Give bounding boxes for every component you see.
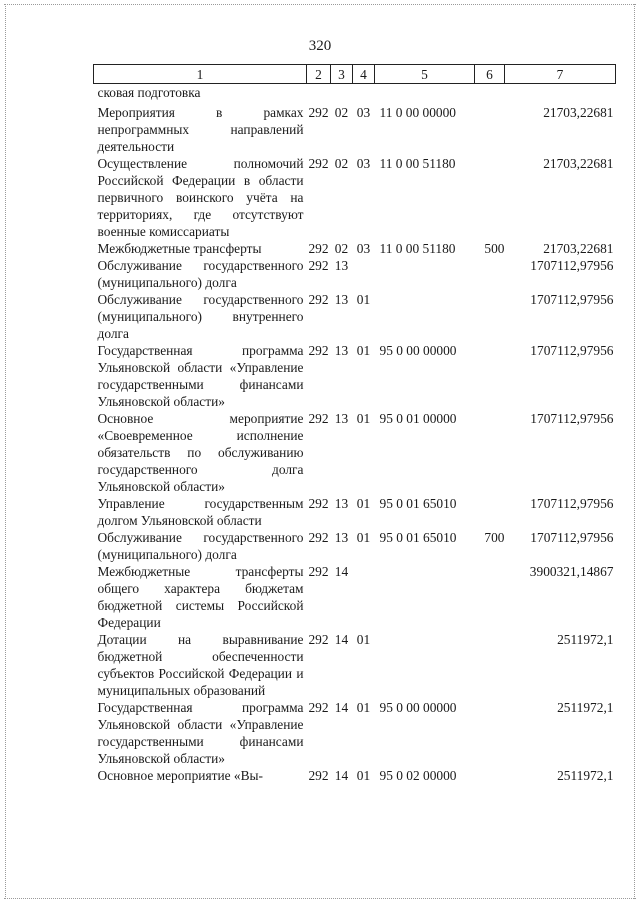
row-name: Дотации на выравнивание бюджетной обеспеченности субъектов Российской Федерации и муниципальных образований — [97, 632, 304, 698]
row-code-3 — [331, 84, 353, 102]
page-border-right — [634, 4, 635, 899]
table-row — [94, 563, 616, 631]
row-code-4: 01 — [356, 700, 371, 715]
table-row — [94, 257, 616, 291]
table-row — [94, 291, 616, 342]
row-code-6: 700 — [484, 530, 505, 545]
row-name: сковая подготовка — [97, 85, 201, 100]
row-name: Межбюджетные трансферты общего характера бюджетам бюджетной системы Российской Федерации — [97, 564, 304, 630]
table-row — [94, 104, 616, 155]
row-code-5: 11 0 00 00000 — [379, 105, 456, 120]
row-code-5: 95 0 00 00000 — [379, 343, 457, 358]
row-code-3: 13 — [334, 258, 349, 273]
row-amount: 1707112,97956 — [530, 411, 614, 426]
row-amount — [505, 84, 616, 102]
row-code-2: 292 — [308, 564, 329, 579]
row-name: Обслуживание государственного (муниципального) внутреннего долга — [97, 292, 304, 341]
row-code-6 — [475, 631, 505, 699]
row-code-3: 13 — [334, 496, 349, 511]
row-code-3: 13 — [334, 343, 349, 358]
row-code-2: 292 — [308, 496, 329, 511]
row-code-5 — [375, 291, 475, 342]
row-code-6 — [475, 699, 505, 767]
table-row — [94, 699, 616, 767]
row-name: Основное мероприятие «Своевременное исполнение обязательств по обслуживанию государственного долга Ульяновской области» — [97, 411, 304, 494]
table-row — [94, 495, 616, 529]
row-name: Обслуживание государственного (муниципального) долга — [97, 530, 304, 562]
row-code-2: 292 — [308, 530, 329, 545]
row-code-6 — [475, 104, 505, 155]
page-number: 320 — [308, 38, 332, 54]
row-code-4: 03 — [356, 156, 371, 171]
row-code-3: 14 — [334, 700, 349, 715]
row-name: Мероприятия в рамках непрограммных направлений деятельности — [97, 105, 304, 154]
table-row — [94, 84, 616, 102]
row-amount: 2511972,1 — [557, 700, 614, 715]
table-row — [94, 631, 616, 699]
row-code-5: 95 0 00 00000 — [379, 700, 457, 715]
budget-table — [93, 64, 616, 784]
row-code-6 — [475, 84, 505, 102]
row-code-2: 292 — [308, 768, 329, 783]
column-header-2: 2 — [307, 65, 331, 84]
row-code-4: 01 — [356, 632, 371, 647]
row-code-4: 01 — [356, 292, 371, 307]
page-border-bottom — [4, 898, 636, 899]
row-code-5: 95 0 01 00000 — [379, 411, 457, 426]
row-amount: 1707112,97956 — [530, 496, 614, 511]
row-code-2 — [307, 84, 331, 102]
row-amount: 3900321,14867 — [529, 564, 614, 579]
row-amount: 21703,22681 — [543, 241, 614, 256]
row-amount: 1707112,97956 — [530, 530, 614, 545]
column-header-1: 1 — [94, 65, 307, 84]
row-code-4 — [353, 84, 375, 102]
row-code-2: 292 — [308, 700, 329, 715]
row-code-4 — [353, 563, 375, 631]
row-code-5: 11 0 00 51180 — [379, 156, 456, 171]
row-code-5: 11 0 00 51180 — [379, 241, 456, 256]
table-row — [94, 240, 616, 257]
row-code-6 — [475, 563, 505, 631]
row-code-6 — [475, 342, 505, 410]
column-header-3: 3 — [331, 65, 353, 84]
table-header-row — [94, 65, 616, 84]
row-name: Основное мероприятие «Вы- — [97, 768, 263, 783]
row-code-3: 02 — [334, 156, 349, 171]
row-code-5: 95 0 01 65010 — [379, 496, 457, 511]
row-name: Осуществление полномочий Российской Федерации в области первичного воинского учёта на территориях, где отсутствуют военные комиссариаты — [97, 156, 304, 239]
row-code-3: 14 — [334, 632, 349, 647]
row-name: Управление государственным долгом Ульяновской области — [97, 496, 304, 528]
row-code-4 — [353, 257, 375, 291]
row-code-4: 01 — [356, 530, 371, 545]
row-code-6 — [475, 291, 505, 342]
row-code-4: 01 — [356, 411, 371, 426]
row-code-5 — [375, 257, 475, 291]
column-header-6: 6 — [475, 65, 505, 84]
row-code-6 — [475, 495, 505, 529]
row-code-4: 01 — [356, 496, 371, 511]
row-code-3: 14 — [334, 564, 349, 579]
table-row — [94, 529, 616, 563]
row-code-2: 292 — [308, 241, 329, 256]
row-code-2: 292 — [308, 258, 329, 273]
row-amount: 1707112,97956 — [530, 343, 614, 358]
row-code-3: 14 — [334, 768, 349, 783]
row-amount: 1707112,97956 — [530, 258, 614, 273]
row-code-2: 292 — [308, 632, 329, 647]
row-code-4: 03 — [356, 105, 371, 120]
row-amount: 2511972,1 — [557, 632, 614, 647]
row-amount: 21703,22681 — [543, 156, 614, 171]
row-code-5 — [375, 631, 475, 699]
row-code-4: 03 — [356, 241, 371, 256]
column-header-4: 4 — [353, 65, 375, 84]
row-name: Обслуживание государственного (муниципального) долга — [97, 258, 304, 290]
row-code-5 — [375, 563, 475, 631]
row-code-4: 01 — [356, 768, 371, 783]
row-code-6: 500 — [484, 241, 505, 256]
row-name: Государственная программа Ульяновской области «Управление государственными финансами Ульяновской области» — [97, 343, 304, 409]
row-code-6 — [475, 767, 505, 784]
row-code-6 — [475, 410, 505, 495]
row-code-6 — [475, 155, 505, 240]
row-code-3: 13 — [334, 292, 349, 307]
table-row — [94, 155, 616, 240]
row-code-5 — [375, 84, 475, 102]
page-border-left — [5, 4, 6, 899]
table-row — [94, 410, 616, 495]
page-border-top — [4, 4, 636, 5]
row-code-6 — [475, 257, 505, 291]
row-name: Межбюджетные трансферты — [97, 241, 262, 256]
row-code-3: 02 — [334, 105, 349, 120]
row-name: Государственная программа Ульяновской области «Управление государственными финансами Ульяновской области» — [97, 700, 304, 766]
row-code-4: 01 — [356, 343, 371, 358]
row-code-5: 95 0 01 65010 — [379, 530, 457, 545]
row-code-2: 292 — [308, 156, 329, 171]
table-row — [94, 342, 616, 410]
row-code-5: 95 0 02 00000 — [379, 768, 457, 783]
table-row — [94, 767, 616, 784]
column-header-7: 7 — [505, 65, 616, 84]
row-code-3: 13 — [334, 530, 349, 545]
row-code-3: 02 — [334, 241, 349, 256]
row-amount: 1707112,97956 — [530, 292, 614, 307]
row-code-3: 13 — [334, 411, 349, 426]
row-code-2: 292 — [308, 343, 329, 358]
row-amount: 2511972,1 — [557, 768, 614, 783]
row-code-2: 292 — [308, 105, 329, 120]
column-header-5: 5 — [375, 65, 475, 84]
row-code-2: 292 — [308, 292, 329, 307]
row-amount: 21703,22681 — [543, 105, 614, 120]
row-code-2: 292 — [308, 411, 329, 426]
